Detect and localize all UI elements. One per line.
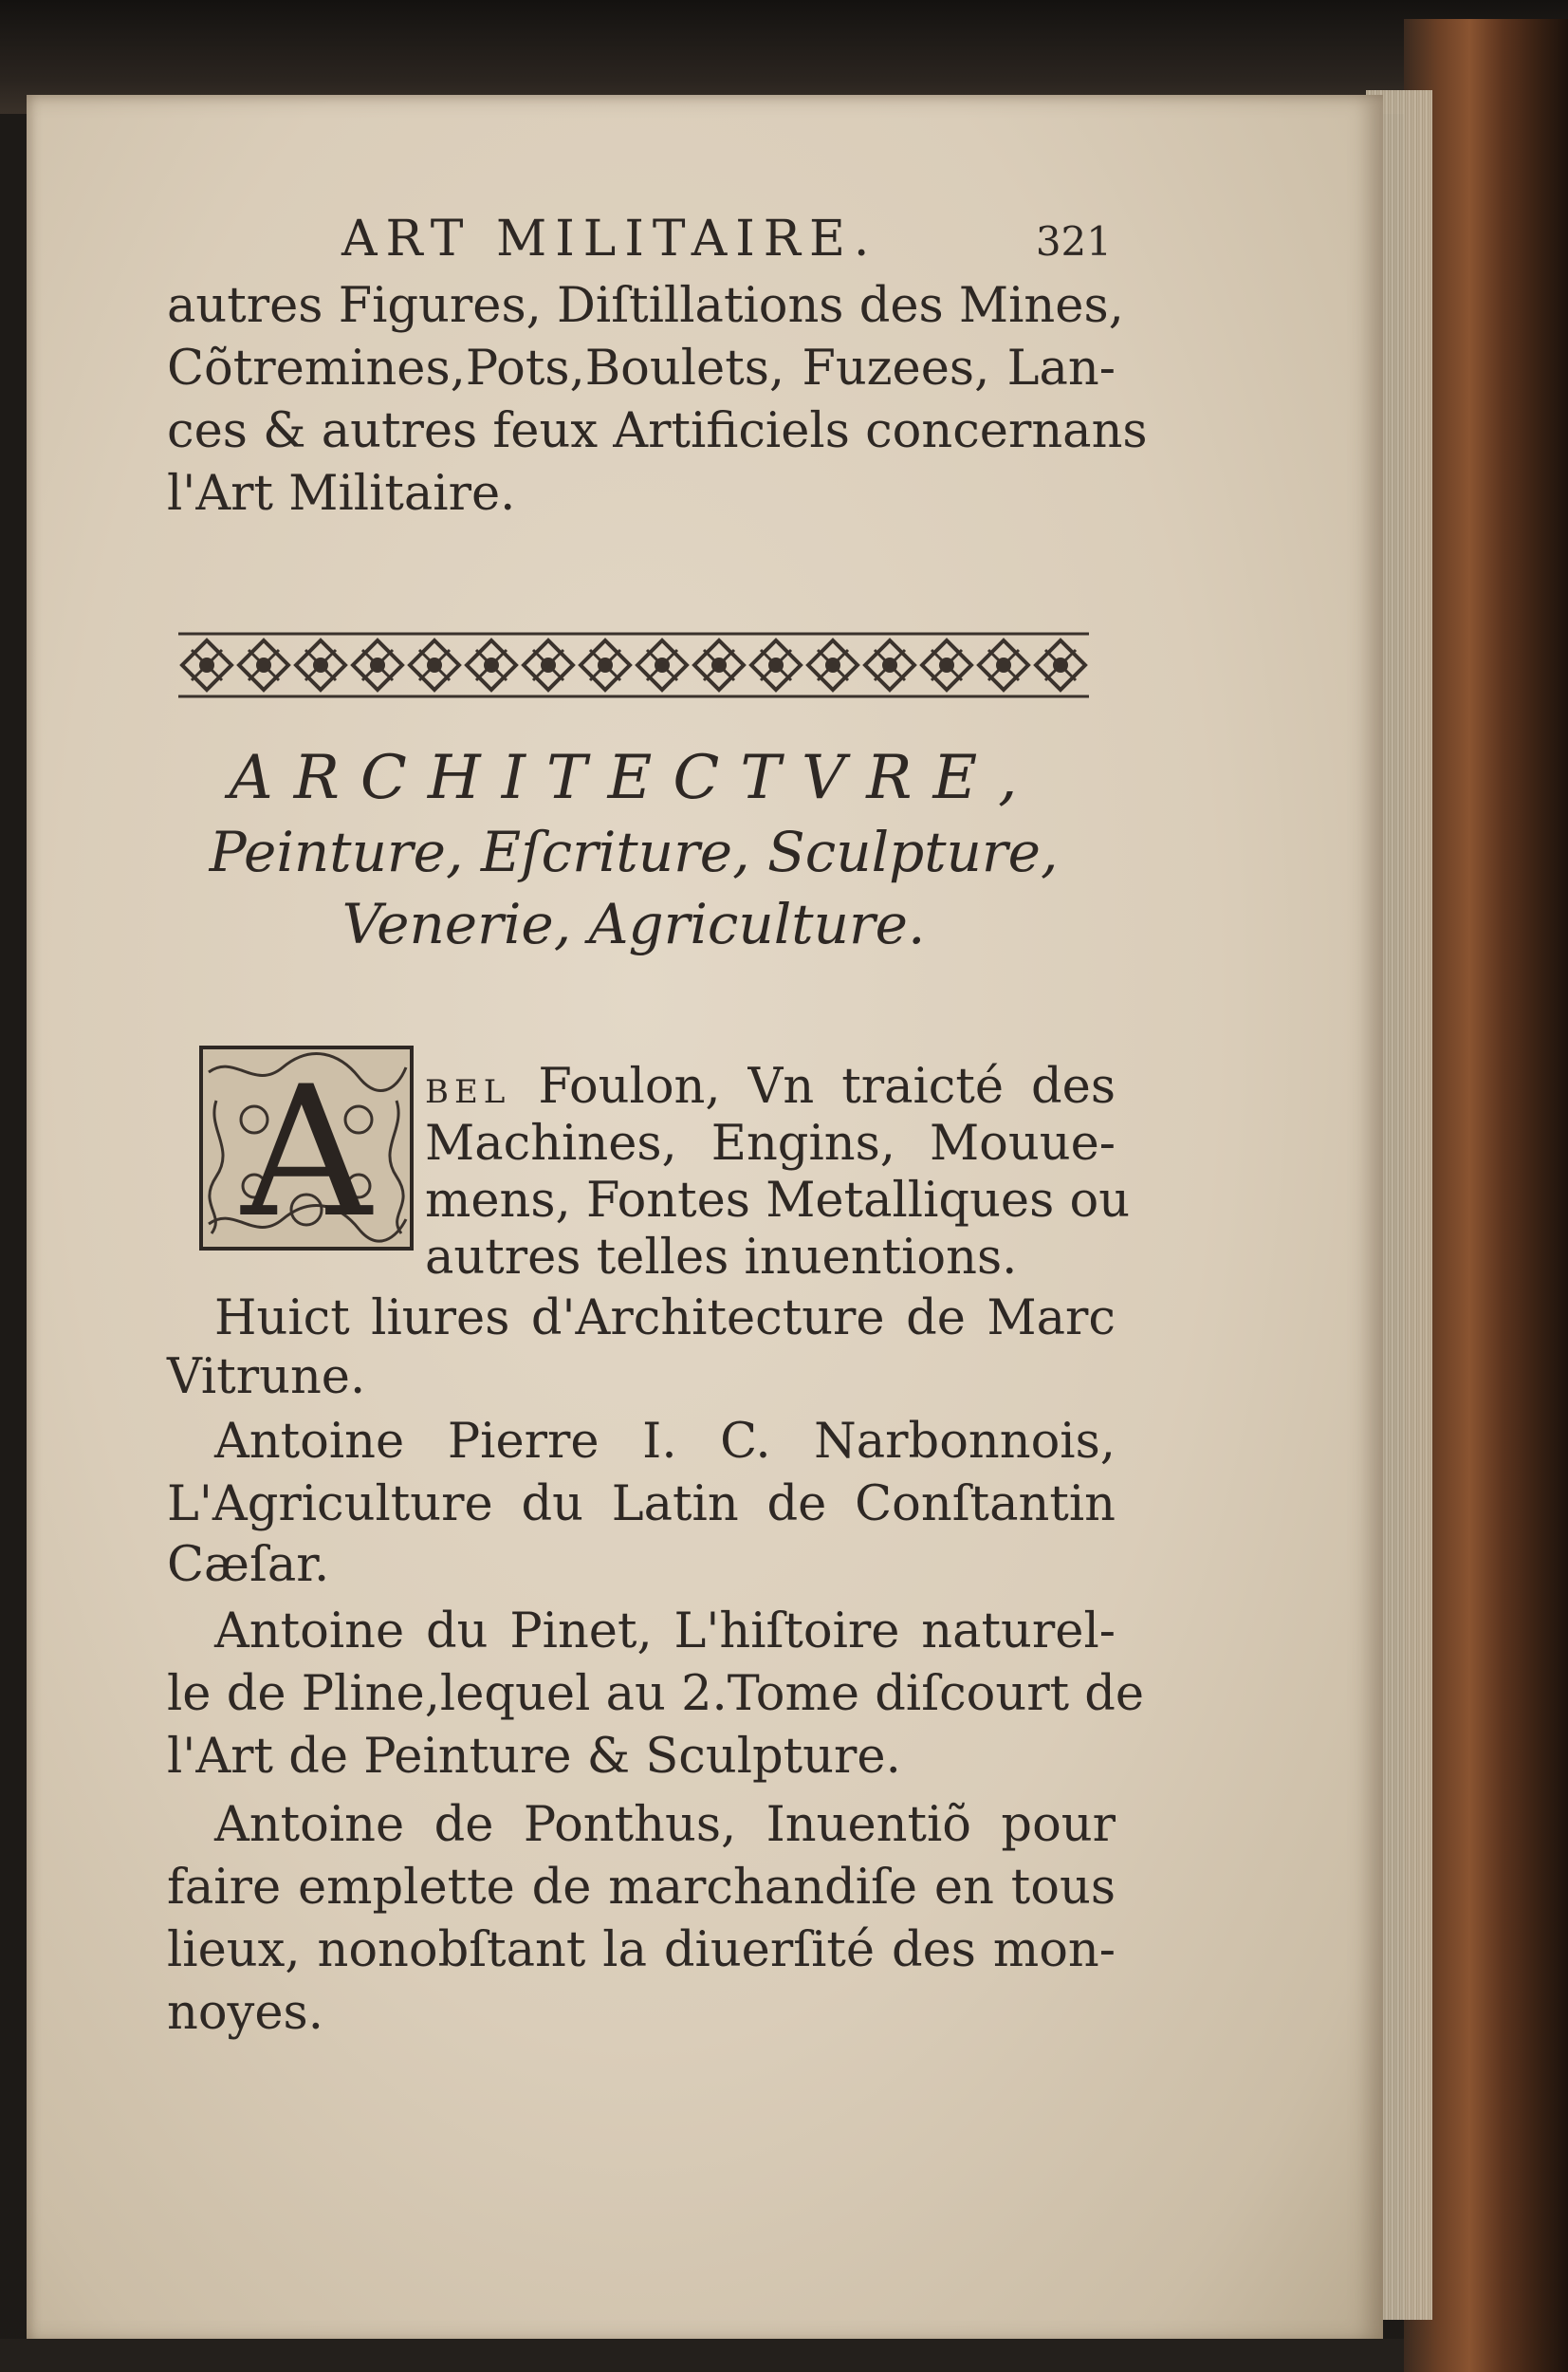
ornament-motif bbox=[751, 640, 801, 690]
text-line: L'Agriculture du Latin de Conſtantin bbox=[167, 1476, 1116, 1532]
text-line: Foulon, Vn traicté des bbox=[510, 1059, 1116, 1115]
ornamental-band bbox=[178, 626, 1089, 704]
text-line: mens, Fontes Metalliques ou bbox=[425, 1173, 1131, 1229]
text-line: noyes. bbox=[167, 1985, 323, 2041]
ornament-motif bbox=[239, 640, 288, 690]
ornament-motif bbox=[296, 640, 345, 690]
section-title: ARCHITECTVRE, bbox=[229, 743, 1039, 813]
text-line: autres telles inuentions. bbox=[425, 1230, 1018, 1286]
text-line: Cæſar. bbox=[167, 1537, 330, 1593]
text-line: Antoine Pierre I. C. Narbonnois, bbox=[214, 1414, 1116, 1470]
text-line: l'Art de Peinture & Sculpture. bbox=[167, 1729, 901, 1785]
small-caps-start: BEL bbox=[425, 1073, 511, 1111]
text-line: Cõtremines,Pots,Boulets, Fuzees, Lan- bbox=[167, 341, 1116, 397]
ornament-motif bbox=[410, 640, 459, 690]
text-line: ces & autres feux Artificiels concernans bbox=[167, 403, 1148, 459]
text-line: le de Pline,lequel au 2.Tome diſcourt de bbox=[167, 1666, 1145, 1722]
section-subtitle: Venerie, Agriculture. bbox=[341, 892, 926, 956]
text-line: Antoine de Ponthus, Inuentiõ pour bbox=[214, 1797, 1116, 1853]
ornament-motif bbox=[353, 640, 402, 690]
ornament-motif bbox=[979, 640, 1028, 690]
page-number: 321 bbox=[1035, 218, 1112, 265]
text-line: Antoine du Pinet, L'hiſtoire naturel- bbox=[214, 1603, 1116, 1659]
section-heading bbox=[178, 740, 1089, 960]
book-page bbox=[27, 95, 1383, 2344]
ornament-motif bbox=[524, 640, 573, 690]
ornament-motif bbox=[694, 640, 744, 690]
ornament-motif bbox=[637, 640, 687, 690]
ornament-motif bbox=[922, 640, 971, 690]
decorated-initial bbox=[197, 1044, 415, 1252]
ornament-motif bbox=[808, 640, 858, 690]
text-line: Vitrune. bbox=[167, 1349, 366, 1405]
text-line: autres Figures, Diſtillations des Mines, bbox=[167, 278, 1124, 334]
text-line: Huict liures d'Architecture de Marc bbox=[214, 1290, 1116, 1346]
text-line: lieux, nonobſtant la diuerſité des mon- bbox=[167, 1922, 1116, 1978]
ornament-motif bbox=[865, 640, 914, 690]
text-line: Machines, Engins, Mouue- bbox=[425, 1116, 1116, 1172]
running-head: ART MILITAIRE. bbox=[341, 211, 878, 268]
dropcap-letter: A bbox=[241, 1047, 372, 1252]
ornament-motif bbox=[1036, 640, 1085, 690]
section-subtitle: Peinture, Eſcriture, Sculpture, bbox=[209, 820, 1059, 884]
text-line: faire emplette de marchandiſe en tous bbox=[167, 1860, 1116, 1916]
list-item bbox=[425, 1061, 1116, 1119]
book-bottom-edge bbox=[0, 2339, 1404, 2372]
page-header bbox=[182, 211, 1112, 277]
text-line: l'Art Militaire. bbox=[167, 466, 516, 522]
ornament-motif bbox=[581, 640, 630, 690]
ornament-motif bbox=[467, 640, 516, 690]
ornament-motif bbox=[182, 640, 231, 690]
